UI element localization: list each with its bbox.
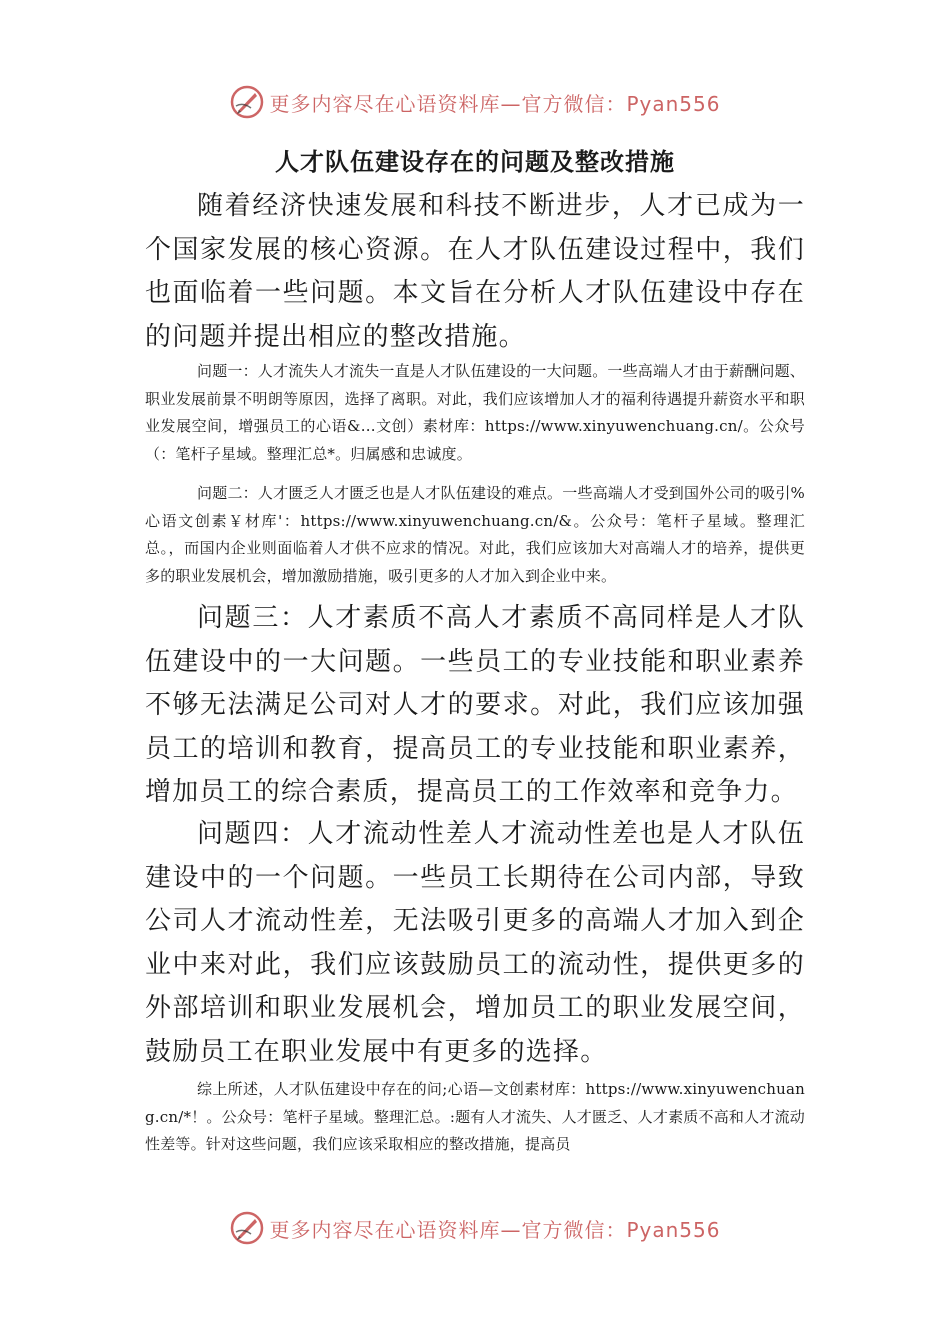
paragraph-problem-2: 问题二：人才匮乏人才匮乏也是人才队伍建设的难点。一些高端人才受到国外公司的吸引%心语文创素￥材库'：https://www.xinyuwenchuang.cn/&。公众号：笔杆子星域。整理汇总。，而国内企业则面临着人才供不应求的情况。对此，我们应该加大对高端人才的培养，提供更多的职业发展机会，增加激励措施，吸引更多的人才加入到企业中来。 bbox=[145, 484, 805, 585]
document-title: 人才队伍建设存在的问题及整改措施 bbox=[275, 147, 675, 176]
paragraph-intro: 随着经济快速发展和科技不断进步，人才已成为一个国家发展的核心资源。在人才队伍建设过程中，我们也面临着一些问题。本文旨在分析人才队伍建设中存在的问题并提出相应的整改措施。 bbox=[145, 191, 805, 352]
quill-logo-icon bbox=[229, 1210, 265, 1246]
paragraph-problem-1: 问题一：人才流失人才流失一直是人才队伍建设的一大问题。一些高端人才由于薪酬问题、职业发展前景不明朗等原因，选择了离职。对此，我们应该增加人才的福利待遇提升薪资水平和职业发展空间，增强员工的心语&…文创）素材库：https://www.xinyuwenchuang.cn/。公众号（：笔杆子星域。整理汇总*。归属感和忠诚度。 bbox=[145, 362, 806, 463]
footer-banner bbox=[0, 1206, 950, 1250]
paragraph-summary: 综上所述，人才队伍建设中存在的问;心语—文创素材库：https://www.xinyuwenchuang.cn/*！。公众号：笔杆子星域。整理汇总。:题有人才流失、人才匮乏、人才素质不高和人才流动性差等。针对这些问题，我们应该采取相应的整改措施，提高员 bbox=[145, 1080, 805, 1153]
paragraph-problem-4: 问题四：人才流动性差人才流动性差也是人才队伍建设中的一个问题。一些员工长期待在公司内部，导致公司人才流动性差，无法吸引更多的高端人才加入到企业中来对此，我们应该鼓励员工的流动性，提供更多的外部培训和职业发展机会，增加员工的职业发展空间，鼓励员工在职业发展中有更多的选择。 bbox=[145, 819, 805, 1067]
header-banner-text: 更多内容尽在心语资料库—官方微信：Pyan556 bbox=[269, 91, 721, 116]
paragraph-problem-3: 问题三：人才素质不高人才素质不高同样是人才队伍建设中的一大问题。一些员工的专业技能和职业素养不够无法满足公司对人才的要求。对此，我们应该加强员工的培训和教育，提高员工的专业技能和职业素养，增加员工的综合素质，提高员工的工作效率和竞争力。 bbox=[145, 603, 805, 807]
header-banner bbox=[0, 80, 950, 124]
footer-banner-text: 更多内容尽在心语资料库—官方微信：Pyan556 bbox=[269, 1217, 721, 1242]
quill-logo-icon bbox=[229, 84, 265, 120]
